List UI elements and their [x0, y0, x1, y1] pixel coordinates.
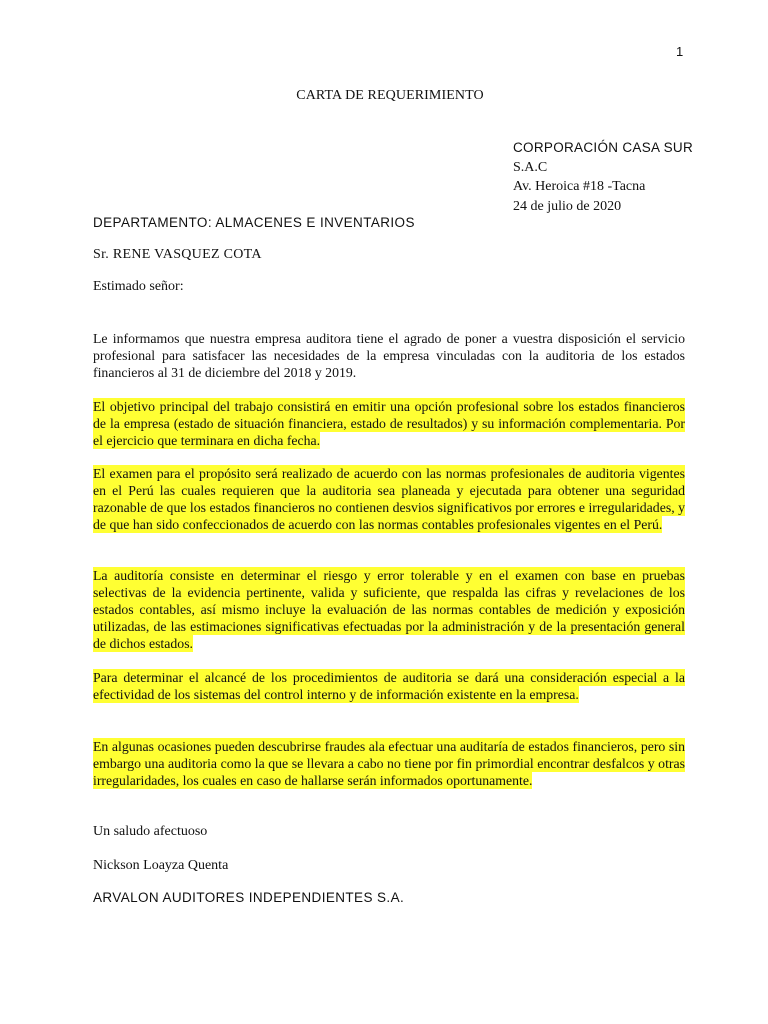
- page-number: 1: [676, 44, 684, 59]
- firm-name: ARVALON AUDITORES INDEPENDIENTES S.A.: [93, 890, 405, 905]
- sender-block: [513, 138, 713, 216]
- greeting-line: Estimado señor:: [93, 279, 184, 294]
- department-line: DEPARTAMENTO: ALMACENES E INVENTARIOS: [93, 215, 415, 230]
- highlighted-paragraph-text: La auditoría consiste en determinar el riesgo y error tolerable y en el examen con base en pruebas selectivas de la evidencia pertinente, valida y suficiente, que respalda las cifras y revelaciones de los estados contables, así mismo incluye la evaluación de las normas contables de medición y exposición utilizadas, de las estimaciones significativas efectuadas por la administración y de la presentación general de dichos estados.: [93, 568, 685, 651]
- highlighted-paragraph-text: En algunas ocasiones pueden descubrirse fraudes ala efectuar una auditaría de estados financieros, pero sin embargo una auditoria como la que se llevara a cabo no tiene por fin primordial encontrar desfalcos y otras irregularidades, los cuales en caso de hallarse serán informados oportunamente.: [93, 739, 685, 788]
- paragraph-objective: [93, 398, 685, 449]
- letter-date: 24 de julio de 2020: [513, 198, 622, 214]
- sender-address: Av. Heroica #18 -Tacna: [513, 179, 646, 194]
- recipient-line: Sr. RENE VASQUEZ COTA: [93, 247, 262, 262]
- highlighted-paragraph-text: Para determinar el alcancé de los procedimientos de auditoria se dará una consideración especial a la efectividad de los sistemas del control interno y de información existente en la empresa.: [93, 670, 685, 702]
- paragraph-text: Le informamos que nuestra empresa auditora tiene el agrado de poner a vuestra disposición el servicio profesional para satisfacer las necesidades de la empresa vinculadas con la auditoria de los estados financieros al 31 de diciembre del 2018 y 2019.: [93, 331, 685, 380]
- paragraph-fraud: [93, 738, 685, 789]
- sender-company-line1: CORPORACIÓN CASA SUR: [513, 140, 694, 155]
- paragraph-audit-scope: [93, 567, 685, 652]
- sender-company-line2: S.A.C: [513, 159, 548, 175]
- closing-line: Un saludo afectuoso: [93, 824, 208, 839]
- paragraph-exam: [93, 465, 685, 533]
- highlighted-paragraph-text: El objetivo principal del trabajo consistirá en emitir una opción profesional sobre los estados financieros de la empresa (estado de situación financiera, estado de resultados) y su información complementaria. Por el ejercicio que terminara en dicha fecha.: [93, 399, 685, 448]
- highlighted-paragraph-text: El examen para el propósito será realizado de acuerdo con las normas profesionales de auditoria vigentes en el Perú las cuales requieren que la auditoria sea planeada y ejecutada para obtener una seguridad razonable de que los estados financieros no contienen desvios significativos por errores e irregularidades, y de que han sido confeccionados de acuerdo con las normas contables profesionales vigentes en el Perú.: [93, 466, 685, 532]
- paragraph-intro: [93, 330, 685, 381]
- signer-name: Nickson Loayza Quenta: [93, 858, 229, 873]
- letter-title: CARTA DE REQUERIMIENTO: [296, 88, 484, 103]
- paragraph-procedures: [93, 669, 685, 703]
